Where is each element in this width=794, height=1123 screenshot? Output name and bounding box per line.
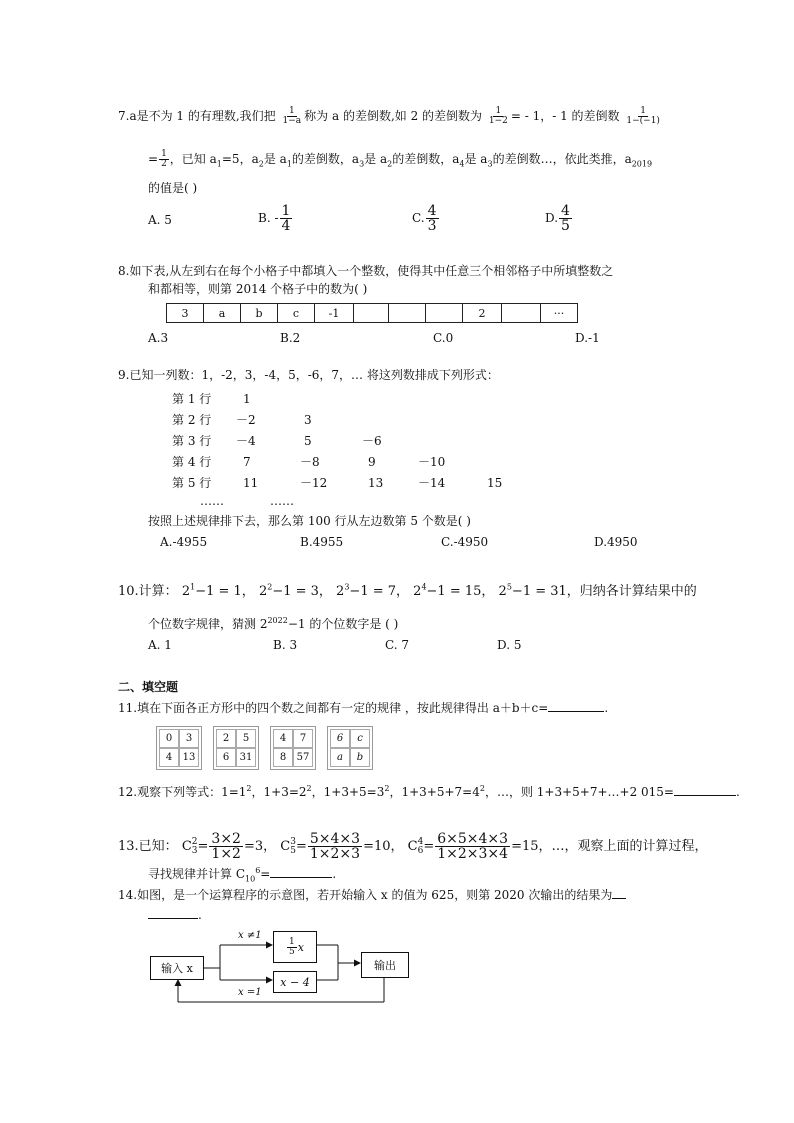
strip-cell: a bbox=[204, 303, 241, 323]
q10-option-a: A. 1 bbox=[148, 638, 172, 652]
answer-blank bbox=[148, 918, 198, 919]
q9-number: －2 bbox=[236, 413, 256, 427]
q8-option-b: B.2 bbox=[280, 331, 301, 345]
answer-blank bbox=[674, 795, 736, 796]
q7-option-d: D. $\frac{4}{5}$ bbox=[545, 203, 570, 234]
strip-cell bbox=[354, 303, 389, 323]
q9-line1: 9.已知一列数：1，-2，3，-4，5，-6，7，… 将这列数排成下列形式： bbox=[118, 368, 499, 382]
q9-number: 9 bbox=[368, 455, 376, 469]
q10-option-c: C. 7 bbox=[385, 638, 410, 652]
q9-number: 7 bbox=[243, 455, 251, 469]
flow-output-box: 输出 bbox=[361, 952, 409, 978]
q9-number: －4 bbox=[236, 434, 256, 448]
pattern-square: 0 3 4 13 bbox=[156, 726, 202, 770]
q7-line1: 7.a是不为 1 的有理数,我们把 $\frac{1}{1-a}$ 称为 a 的差倒数,如 2 的差倒数为 $\frac{1}{1-2}$ = - 1，- 1 的差倒数 $\frac{1}{1-(-1)}$ bbox=[118, 106, 660, 126]
pattern-square: 4 7 8 57 bbox=[270, 726, 316, 770]
strip-cell bbox=[502, 303, 541, 323]
q9-number: 3 bbox=[304, 413, 312, 427]
q7-line3: 的值是( ) bbox=[148, 181, 198, 195]
q7-line2: = $\frac{1}{2}$ ，已知 $a_1=5$，$a_2$是 $a_1$的差倒数，$a_3$是 $a_2$的差倒数，$a_4$是 $a_3$的差倒数…，依此类推，$a_{2019}$ bbox=[148, 149, 653, 169]
q9-option-c: C.-4950 bbox=[441, 535, 489, 549]
strip-cell: b bbox=[241, 303, 278, 323]
q9-row-label: 第 4 行 bbox=[172, 455, 212, 469]
q9-number: －8 bbox=[300, 455, 320, 469]
q9-line2: 按照上述规律排下去，那么第 100 行从左边数第 5 个数是( ) bbox=[148, 514, 471, 528]
q13-line2: 寻找规律并计算 $C_{10}^6=$ . bbox=[148, 866, 337, 884]
q9-number: 11 bbox=[243, 476, 259, 490]
q9-number: 1 bbox=[243, 392, 251, 406]
strip-cell: -1 bbox=[315, 303, 354, 323]
condition-not-equal-1: x ≠1 bbox=[238, 930, 262, 941]
q10-line1: 10.计算： $2^1-1 = 1$， $2^2-1 = 3$， $2^3-1 = 7$， $2^4-1 = 15$， $2^5-1 = 31$，归纳各计算结果中的 bbox=[118, 582, 697, 599]
q7-option-b: B. - $\frac{1}{4}$ bbox=[258, 203, 291, 234]
flow-op-one-fifth-x: $\frac{1}{5}$ x bbox=[273, 931, 317, 963]
q9-row-label: 第 5 行 bbox=[172, 476, 212, 490]
fraction-half: $\frac{1}{2}$ bbox=[161, 149, 167, 169]
flow-input-box: 输入 x bbox=[150, 956, 204, 980]
q11-line: 11.填在下面各正方形中的四个数之间都有一定的规律 ，按此规律得出 a＋b＋c= . bbox=[118, 701, 609, 715]
q9-number: －12 bbox=[300, 476, 328, 490]
q8-line1: 8.如下表,从左到右在每个小格子中都填入一个整数，使得其中任意三个相邻格子中所填整数之 bbox=[118, 264, 614, 278]
q10-line2: 个位数字规律，猜测 $2^{2022}-1$ 的个位数字是 ( ) bbox=[148, 616, 399, 631]
answer-blank bbox=[548, 711, 604, 712]
q9-dots: …… bbox=[270, 494, 294, 508]
q10-option-d: D. 5 bbox=[497, 638, 522, 652]
answer-blank bbox=[270, 877, 332, 878]
q9-number: －14 bbox=[418, 476, 446, 490]
fraction-1-over-1-minus-2: $\frac{1}{1-2}$ bbox=[488, 106, 508, 126]
q10-option-b: B. 3 bbox=[273, 638, 298, 652]
section-heading: 二、填空题 bbox=[118, 680, 179, 694]
q9-row-label: 第 2 行 bbox=[172, 413, 212, 427]
q9-number: 15 bbox=[487, 476, 503, 490]
q9-number: －6 bbox=[362, 434, 382, 448]
strip-cell bbox=[389, 303, 426, 323]
pattern-square: 6 c a b bbox=[327, 726, 373, 770]
q13-line1: 13.已知： C 2 3 = $\frac{3\times 2}{1\times 2}$ =3， C 3 5 = $\frac{5\times 4\times 3}{1\times 2\times 3}$ =10， C 4 6 = $\frac{6\times 5\times 4\times 3}{1\times 2\times 3\times 4}$ =15，…，观察上面的计算过程， bbox=[118, 831, 708, 862]
q7-option-c: C. $\frac{4}{3}$ bbox=[412, 203, 437, 234]
q9-option-a: A.-4955 bbox=[160, 535, 208, 549]
strip-cell: c bbox=[278, 303, 315, 323]
q8-option-a: A.3 bbox=[148, 331, 169, 345]
q9-number: 13 bbox=[368, 476, 384, 490]
q8-option-d: D.-1 bbox=[575, 331, 600, 345]
q9-option-b: B.4955 bbox=[300, 535, 344, 549]
strip-cell: ··· bbox=[541, 303, 578, 323]
q9-option-d: D.4950 bbox=[594, 535, 638, 549]
q9-row-label: 第 3 行 bbox=[172, 434, 212, 448]
q9-row-label: 第 1 行 bbox=[172, 392, 212, 406]
answer-blank bbox=[612, 898, 626, 899]
condition-equal-1: x =1 bbox=[238, 987, 262, 998]
q9-number: 5 bbox=[304, 434, 312, 448]
flow-op-x-minus-4: x − 4 bbox=[273, 971, 317, 993]
q9-dots: …… bbox=[200, 494, 224, 508]
q8-line2: 和都相等，则第 2014 个格子中的数为( ) bbox=[148, 282, 368, 296]
q12-line: 12.观察下列等式：$1=1^2$，$1+3=2^2$，$1+3+5=3^2$，$1+3+5+7=4^2$，…，则 1+3+5+7+…+2 015= . bbox=[118, 784, 740, 799]
fraction-1-over-1-minus-neg1: $\frac{1}{1-(-1)}$ bbox=[626, 106, 660, 126]
q8-number-strip bbox=[166, 303, 578, 323]
strip-cell: 3 bbox=[166, 303, 204, 323]
fraction-1-over-1-minus-a: $\frac{1}{1-a}$ bbox=[282, 106, 302, 126]
q9-number: －10 bbox=[418, 455, 446, 469]
pattern-square: 2 5 6 31 bbox=[213, 726, 259, 770]
q14-line2: . bbox=[148, 907, 202, 923]
q8-option-c: C.0 bbox=[433, 331, 454, 345]
strip-cell: 2 bbox=[463, 303, 502, 323]
q7-option-a: A. 5 bbox=[148, 213, 172, 227]
strip-cell bbox=[426, 303, 463, 323]
q14-line1: 14.如图，是一个运算程序的示意图，若开始输入 x 的值为 625，则第 2020 次输出的结果为 bbox=[118, 887, 626, 903]
